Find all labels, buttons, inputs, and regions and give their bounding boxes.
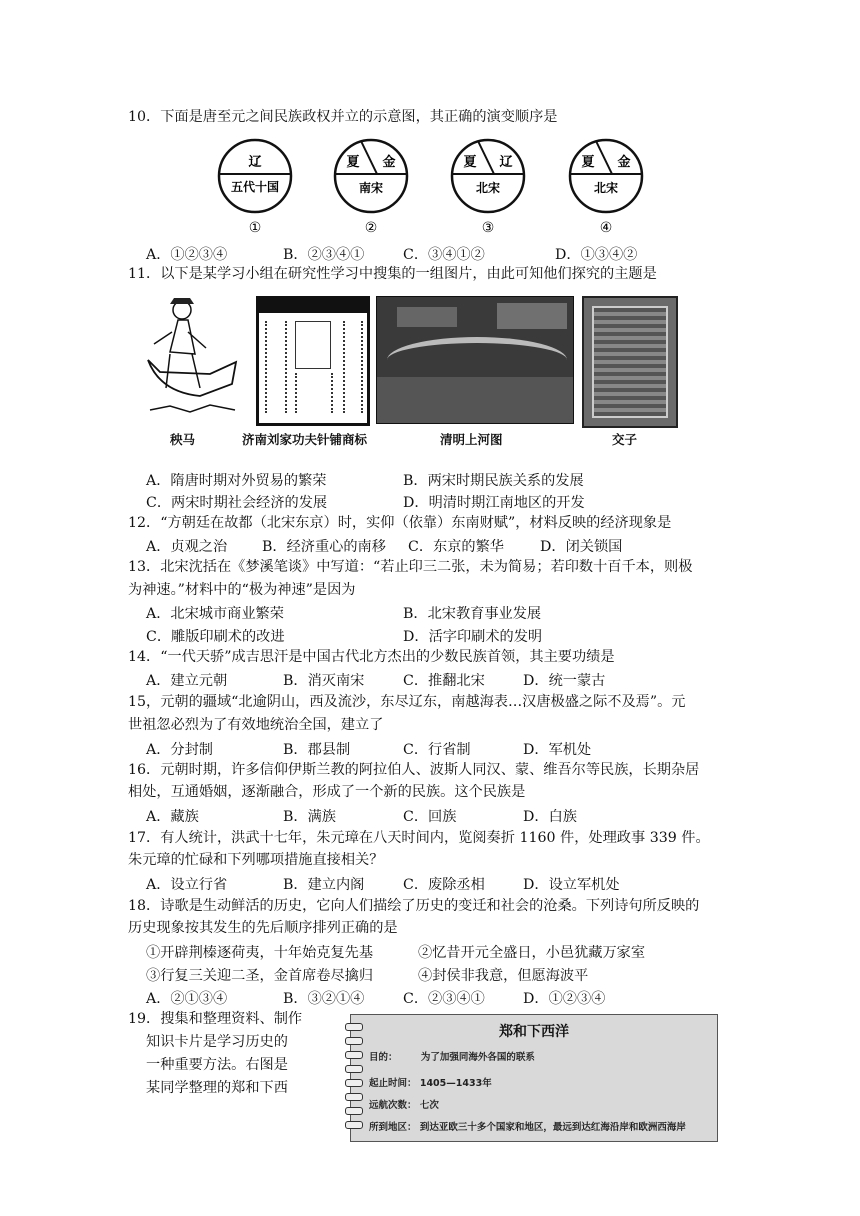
q13-option-b: B．北宋教育事业发展 [403,606,542,622]
spiral-ring [345,1079,363,1087]
q13-option-c: C．雕版印刷术的改进 [146,629,285,645]
jiaozi-image [582,296,678,428]
q10-diagram-1 [219,140,291,236]
q15-option-b: B．郡县制 [283,742,351,758]
q12-option-a: A．贞观之治 [146,539,228,555]
q11-option-a: A．隋唐时期对外贸易的繁荣 [146,473,327,489]
card-row-regions [369,1119,686,1133]
diagram-4-top-left: 夏 [581,155,595,170]
q15-option-c: C．行省制 [403,742,471,758]
card-label: 起止时间： [369,1078,417,1089]
q10-option-c: C．③④①② [403,247,485,263]
q11-option-d: D．明清时期江南地区的开发 [403,495,585,511]
q17-option-c: C．废除丞相 [403,877,485,893]
card-row-purpose [369,1049,535,1063]
q14-option-c: C．推翻北宋 [403,673,485,689]
q14-option-a: A．建立元朝 [146,673,228,689]
q13-option-a: A．北宋城市商业繁荣 [146,606,284,622]
q15-option-a: A．分封制 [146,742,213,758]
card-value: 七次 [419,1100,439,1111]
q16-option-a: A．藏族 [146,809,199,825]
q18-poem-1: ①开辟荆榛逐荷夷，十年始克复先基 [146,945,374,961]
diagram-1-bottom: 五代十国 [230,180,280,194]
diagram-4-bottom: 北宋 [593,181,619,195]
q11-option-c: C．两宋时期社会经济的发展 [146,495,328,511]
q10-diagram-4 [570,140,642,236]
diagram-3-top-right: 辽 [499,155,513,170]
q13-stem-1: 13．北宋沈括在《梦溪笔谈》中写道：“若止印三二张，未为简易；若印数十百千本，则极 [128,559,693,575]
q18-option-b: B．③②①④ [283,991,365,1007]
q16-option-d: D．白族 [523,809,577,825]
q17-stem-1: 17．有人统计，洪武十七年，朱元璋在八天时间内，览阅奏折 1160 件，处理政事 339 件。 [128,830,710,846]
q10-diagram-3 [452,140,524,236]
q18-option-d: D．①②③④ [523,991,606,1007]
q13-stem-2: 为神速。”材料中的“极为神速”是因为 [128,582,356,598]
q19-line-2: 知识卡片是学习历史的 [146,1034,288,1050]
caption-qingming: 清明上河图 [440,432,503,447]
card-value: 到达亚欧三十多个国家和地区，最远到达红海沿岸和欧洲西海岸 [419,1122,686,1133]
diagram-2-bottom: 南宋 [358,181,384,195]
card-row-time [369,1075,492,1089]
spiral-ring [345,1107,363,1115]
q18-stem-1: 18．诗歌是生动鲜活的历史，它向人们描绘了历史的变迁和社会的沧桑。下列诗句所反映的 [128,898,700,914]
diagram-4-top-right: 金 [617,155,631,170]
diagram-2-num: ② [364,220,378,236]
q18-poem-3: ③行复三关迎二圣，金首席卷尽擒归 [146,968,374,984]
q18-option-c: C．②③④① [403,991,485,1007]
q18-option-a: A．②①③④ [146,991,228,1007]
q19-line-1: 19．搜集和整理资料、制作 [128,1011,303,1027]
card-value: 为了加强同海外各国的联系 [420,1052,535,1063]
spiral-ring [345,1065,363,1073]
q12-stem: 12．“方朝廷在故都（北宋东京）时，实仰（依靠）东南财赋”，材料反映的经济现象是 [128,515,672,531]
diagram-2-top-left: 夏 [346,155,360,170]
q19-line-3: 一种重要方法。右图是 [146,1057,288,1073]
q16-stem-2: 相处，互通婚姻，逐渐融合，形成了一个新的民族。这个民族是 [128,784,526,800]
spiral-ring [345,1121,363,1129]
diagram-3-bottom: 北宋 [475,181,501,195]
q10-stem: 10．下面是唐至元之间民族政权并立的示意图，其正确的演变顺序是 [128,109,558,125]
q13-option-d: D．活字印刷术的发明 [403,629,543,645]
q10-diagram-2 [335,140,407,236]
q18-stem-2: 历史现象按其发生的先后顺序排列正确的是 [128,920,398,936]
caption-trademark: 济南刘家功夫针铺商标 [242,432,368,447]
diagram-3-num: ③ [481,220,495,236]
q17-option-a: A．设立行省 [146,877,228,893]
q17-option-b: B．建立内阁 [283,877,365,893]
q11-option-b: B．两宋时期民族关系的发展 [403,473,584,489]
q16-option-b: B．满族 [283,809,336,825]
caption-yangma: 秧马 [170,432,196,447]
q10-option-a: A．①②③④ [146,247,228,263]
diagram-2-top-right: 金 [382,155,396,170]
diagram-4-num: ④ [599,220,613,236]
card-label: 目的： [369,1052,398,1063]
q16-stem-1: 16．元朝时期，许多信仰伊斯兰教的阿拉伯人、波斯人同汉、蒙、维吾尔等民族，长期杂居 [128,762,700,778]
q12-option-b: B．经济重心的南移 [262,539,386,555]
q12-option-d: D．闭关锁国 [540,539,623,555]
card-value: 1405—1433年 [419,1078,492,1089]
q11-stem: 11．以下是某学习小组在研究性学习中搜集的一组图片，由此可知他们探究的主题是 [128,266,657,282]
yangma-image [140,292,240,420]
q14-option-d: D．统一蒙古 [523,673,606,689]
q18-poem-4: ④封侯非我意，但愿海波平 [418,968,589,984]
q19-line-4: 某同学整理的郑和下西 [146,1080,288,1096]
diagram-3-top-left: 夏 [463,155,477,170]
card-label: 所到地区： [369,1122,417,1133]
q14-stem: 14．“一代天骄”成吉思汗是中国古代北方杰出的少数民族首领，其主要功绩是 [128,649,615,665]
card-label: 远航次数： [369,1100,417,1111]
q12-option-c: C．东京的繁华 [408,539,504,555]
q10-diagrams [0,138,860,238]
q10-option-b: B．②③④① [283,247,365,263]
caption-jiaozi: 交子 [612,432,638,447]
diagram-1-num: ① [248,220,262,236]
q15-stem-2: 世祖忽必烈为了有效地统治全国，建立了 [128,717,384,733]
q17-option-d: D．设立军机处 [523,877,620,893]
q17-stem-2: 朱元璋的忙碌和下列哪项措施直接相关？ [128,852,384,868]
q15-option-d: D．军机处 [523,742,592,758]
q15-stem-1: 15，元朝的疆域“北逾阴山，西及流沙，东尽辽东，南越海表…汉唐极盛之际不及焉”。元 [128,694,686,710]
card-row-voyages [369,1097,439,1111]
card-title: 郑和下西洋 [499,1024,569,1040]
q18-poem-2: ②忆昔开元全盛日，小邑犹藏万家室 [418,945,646,961]
diagram-1-top: 辽 [248,155,262,170]
q16-option-c: C．回族 [403,809,457,825]
spiral-ring [345,1093,363,1101]
spiral-ring [345,1051,363,1059]
qingming-image [376,296,574,424]
trademark-image [256,296,370,426]
q14-option-b: B．消灭南宋 [283,673,365,689]
zhenghe-knowledge-card [350,1014,718,1142]
q10-option-d: D．①③④② [555,247,638,263]
